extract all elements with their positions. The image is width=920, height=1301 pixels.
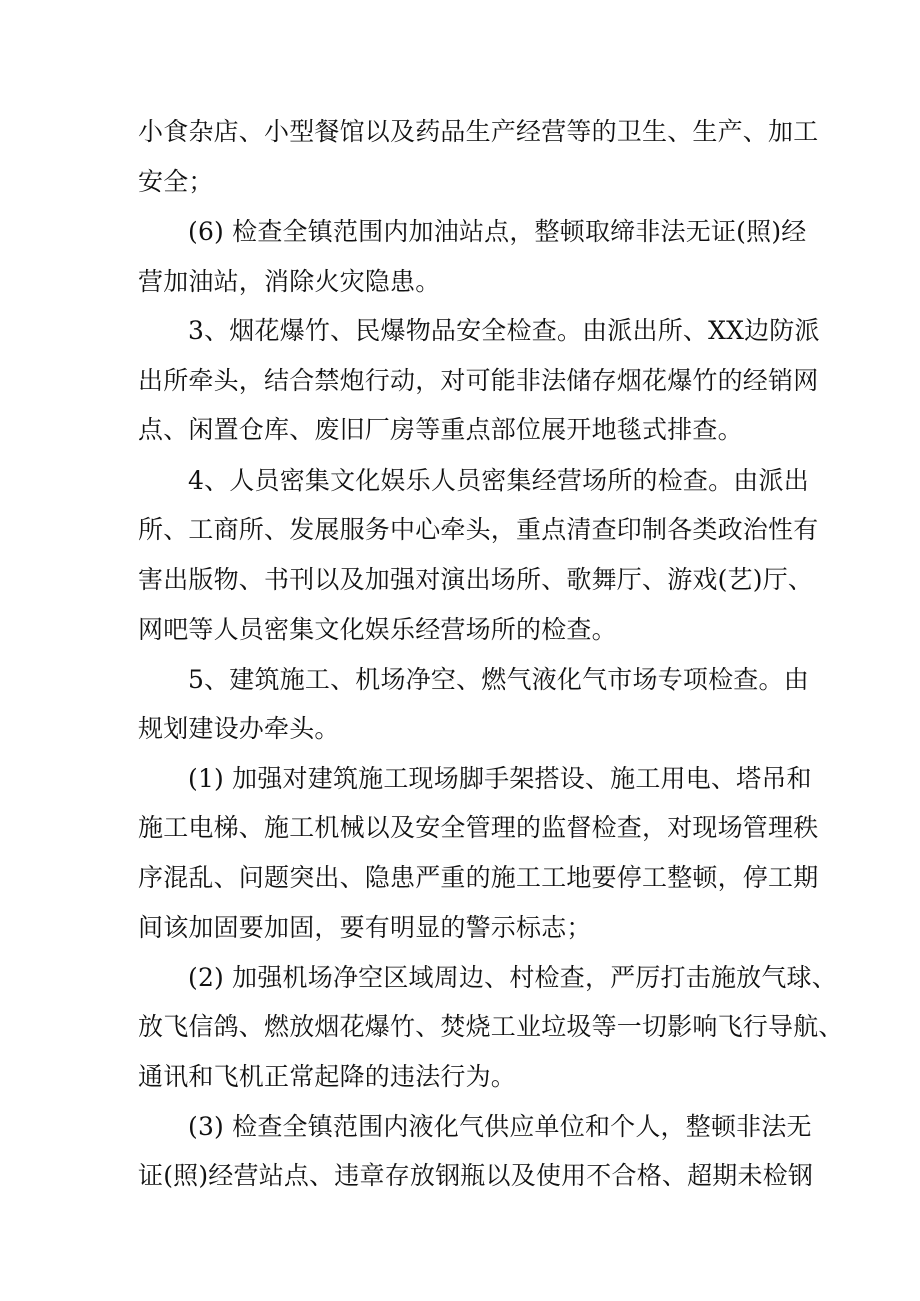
text-line: 安全；	[138, 167, 214, 196]
paragraph-first-line: (3) 检查全镇范围内液化气供应单位和个人，整顿非法无	[188, 1112, 812, 1141]
text-line: 通讯和飞机正常起降的违法行为。	[138, 1062, 517, 1091]
paragraph-first-line: (6) 检查全镇范围内加油站点，整顿取缔非法无证(照)经	[188, 217, 807, 246]
text-line: 出所牵头，结合禁炮行动，对可能非法储存烟花爆竹的经销网	[138, 366, 819, 395]
text-line: 害出版物、书刊以及加强对演出场所、歌舞厅、游戏(艺)厅、	[138, 565, 814, 594]
text-line: 序混乱、问题突出、隐患严重的施工工地要停工整顿，停工期	[138, 863, 819, 892]
paragraph-first-line: 3、烟花爆竹、民爆物品安全检查。由派出所、XX边防派	[188, 316, 820, 345]
text-line: 所、工商所、发展服务中心牵头，重点清查印制各类政治性有	[138, 515, 819, 544]
text-line: 网吧等人员密集文化娱乐经营场所的检查。	[138, 615, 617, 644]
text-line: 放飞信鸽、燃放烟花爆竹、焚烧工业垃圾等一切影响飞行导航、	[138, 1012, 844, 1041]
text-line: 施工电梯、施工机械以及安全管理的监督检查，对现场管理秩	[138, 813, 819, 842]
text-line: 点、闲置仓库、废旧厂房等重点部位展开地毯式排查。	[138, 415, 743, 444]
text-line: 营加油站，消除火灾隐患。	[138, 267, 441, 296]
paragraph-first-line: (2) 加强机场净空区域周边、村检查，严厉打击施放气球、	[188, 963, 837, 992]
text-line: 小食杂店、小型餐馆以及药品生产经营等的卫生、生产、加工	[138, 117, 819, 146]
paragraph-first-line: (1) 加强对建筑施工现场脚手架搭设、施工用电、塔吊和	[188, 764, 812, 793]
paragraph-first-line: 4、人员密集文化娱乐人员密集经营场所的检查。由派出	[188, 466, 809, 495]
text-line: 规划建设办牵头。	[138, 714, 340, 743]
text-line: 证(照)经营站点、违章存放钢瓶以及使用不合格、超期未检钢	[138, 1161, 814, 1190]
paragraph-first-line: 5、建筑施工、机场净空、燃气液化气市场专项检查。由	[188, 665, 809, 694]
text-line: 间该加固要加固，要有明显的警示标志；	[138, 913, 592, 942]
